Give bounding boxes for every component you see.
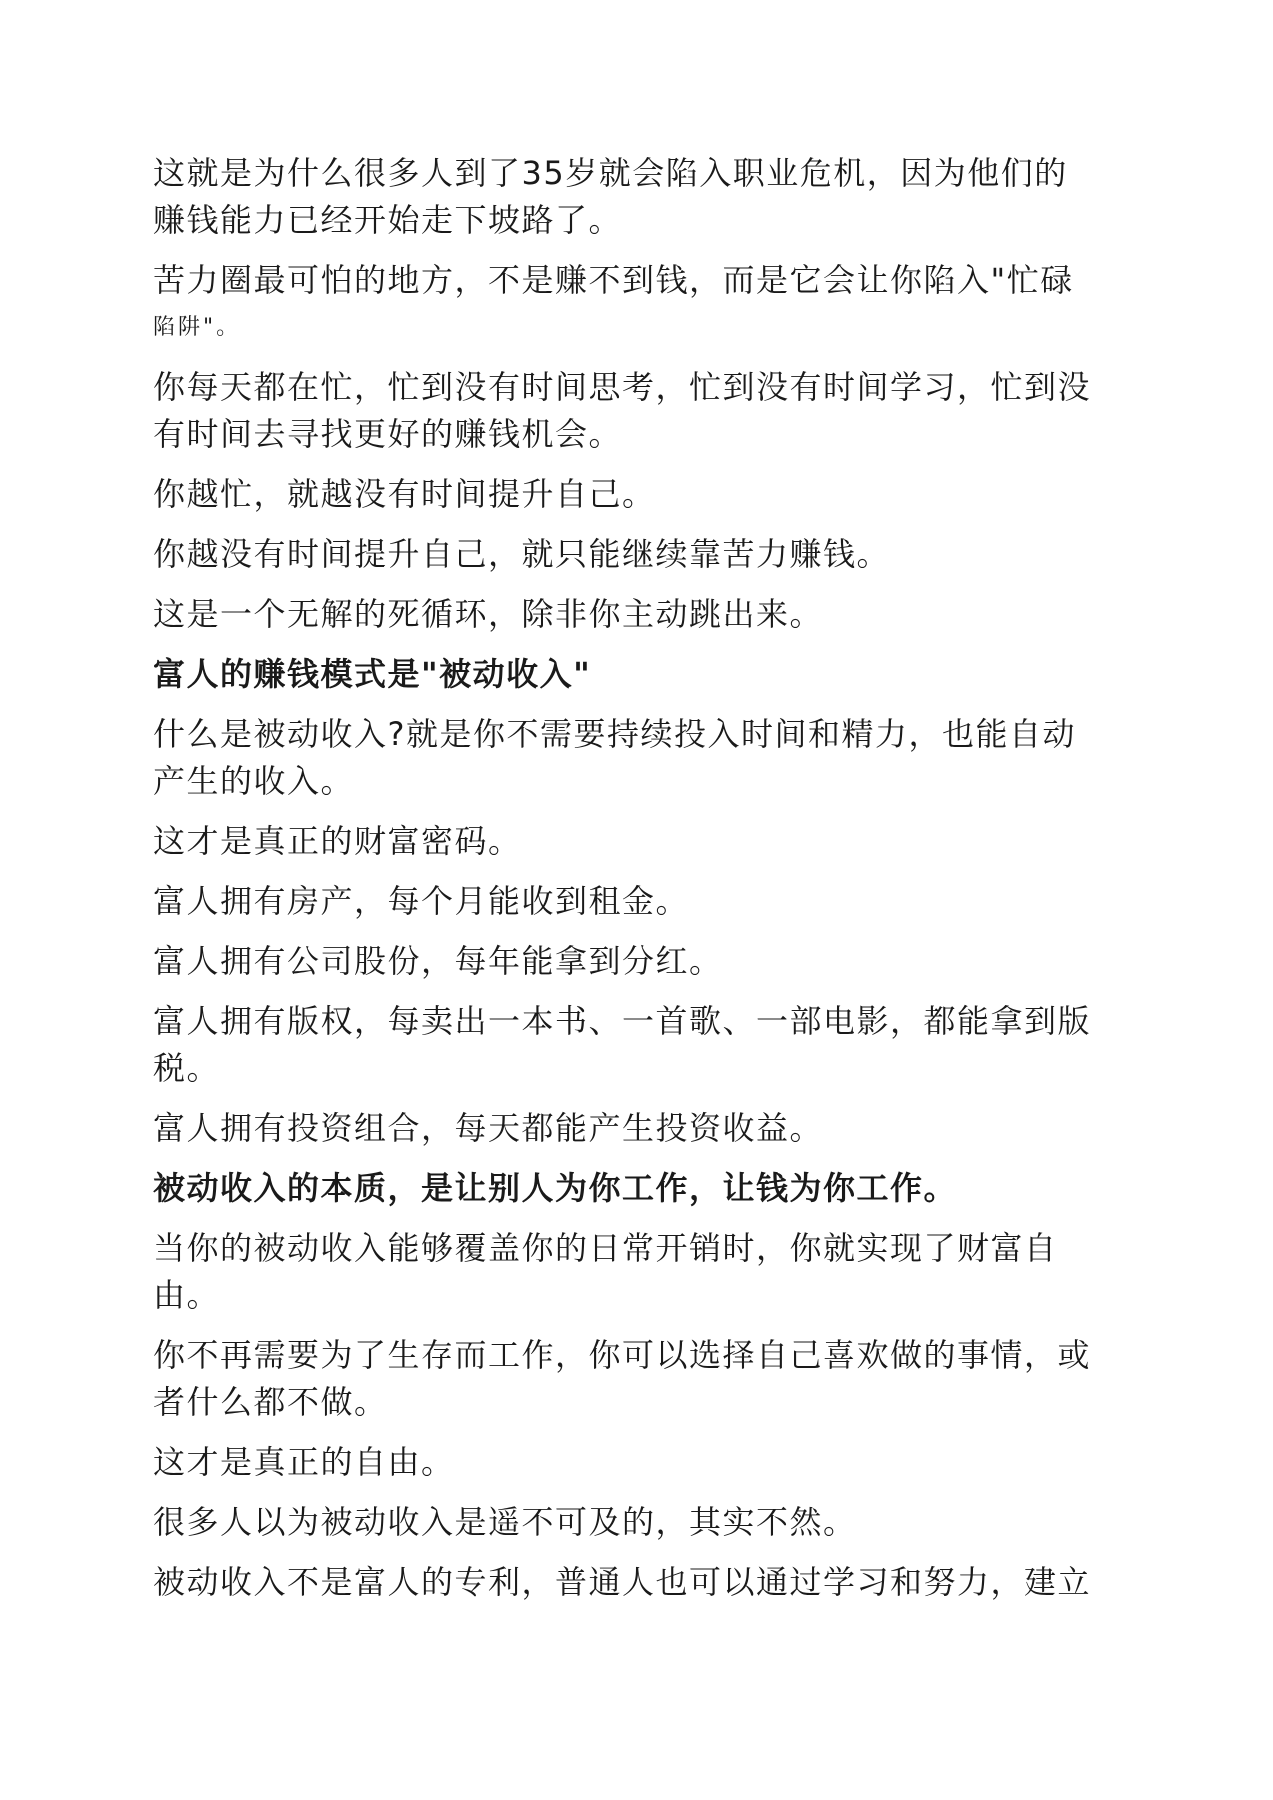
text-line: 这就是为什么很多人到了35岁就会陷入职业危机，因为他们的 [153, 154, 1068, 192]
text-line: 当你的被动收入能够覆盖你的日常开销时，你就实现了财富自 [153, 1229, 1058, 1267]
text-line: 税。 [153, 1049, 221, 1087]
paragraph [153, 1332, 1113, 1426]
text-line: 者什么都不做。 [153, 1383, 388, 1421]
paragraph [153, 938, 1113, 985]
text-line: 你越忙，就越没有时间提升自己。 [153, 475, 656, 513]
paragraph [153, 1225, 1113, 1319]
text-line: 你不再需要为了生存而工作，你可以选择自己喜欢做的事情，或 [153, 1336, 1092, 1374]
paragraph [153, 364, 1113, 458]
text-line: 有时间去寻找更好的赚钱机会。 [153, 415, 623, 453]
heading-line: 富人的赚钱模式是"被动收入" [153, 655, 592, 693]
paragraph [153, 1559, 1113, 1606]
text-line: 陷阱"。 [153, 315, 242, 340]
paragraph [153, 1499, 1113, 1546]
text-line: 什么是被动收入?就是你不需要持续投入时间和精力，也能自动 [153, 715, 1076, 753]
paragraph [153, 1439, 1113, 1486]
document-body [153, 150, 1113, 1619]
paragraph [153, 998, 1113, 1092]
text-line: 赚钱能力已经开始走下坡路了。 [153, 201, 623, 239]
text-line: 苦力圈最可怕的地方，不是赚不到钱，而是它会让你陷入"忙碌 [153, 261, 1074, 299]
paragraph [153, 818, 1113, 865]
text-line: 富人拥有房产，每个月能收到租金。 [153, 882, 690, 920]
text-line: 这才是真正的自由。 [153, 1443, 455, 1481]
paragraph [153, 150, 1113, 244]
text-line: 富人拥有公司股份，每年能拿到分红。 [153, 942, 723, 980]
text-line: 产生的收入。 [153, 762, 355, 800]
text-line: 你每天都在忙，忙到没有时间思考，忙到没有时间学习，忙到没 [153, 368, 1092, 406]
text-line: 富人拥有版权，每卖出一本书、一首歌、一部电影，都能拿到版 [153, 1002, 1092, 1040]
paragraph [153, 711, 1113, 805]
paragraph [153, 257, 1113, 351]
text-line: 很多人以为被动收入是遥不可及的，其实不然。 [153, 1503, 857, 1541]
text-line: 由。 [153, 1276, 221, 1314]
paragraph [153, 591, 1113, 638]
paragraph [153, 878, 1113, 925]
paragraph [153, 471, 1113, 518]
text-line: 你越没有时间提升自己，就只能继续靠苦力赚钱。 [153, 535, 891, 573]
section-heading [153, 651, 1113, 698]
emphasis-paragraph [153, 1165, 1113, 1212]
text-line: 富人拥有投资组合，每天都能产生投资收益。 [153, 1109, 824, 1147]
heading-line: 被动收入的本质，是让别人为你工作，让钱为你工作。 [153, 1169, 958, 1207]
paragraph [153, 531, 1113, 578]
text-line: 被动收入不是富人的专利，普通人也可以通过学习和努力，建立 [153, 1563, 1092, 1601]
paragraph [153, 1105, 1113, 1152]
text-line: 这才是真正的财富密码。 [153, 822, 522, 860]
text-line: 这是一个无解的死循环，除非你主动跳出来。 [153, 595, 824, 633]
